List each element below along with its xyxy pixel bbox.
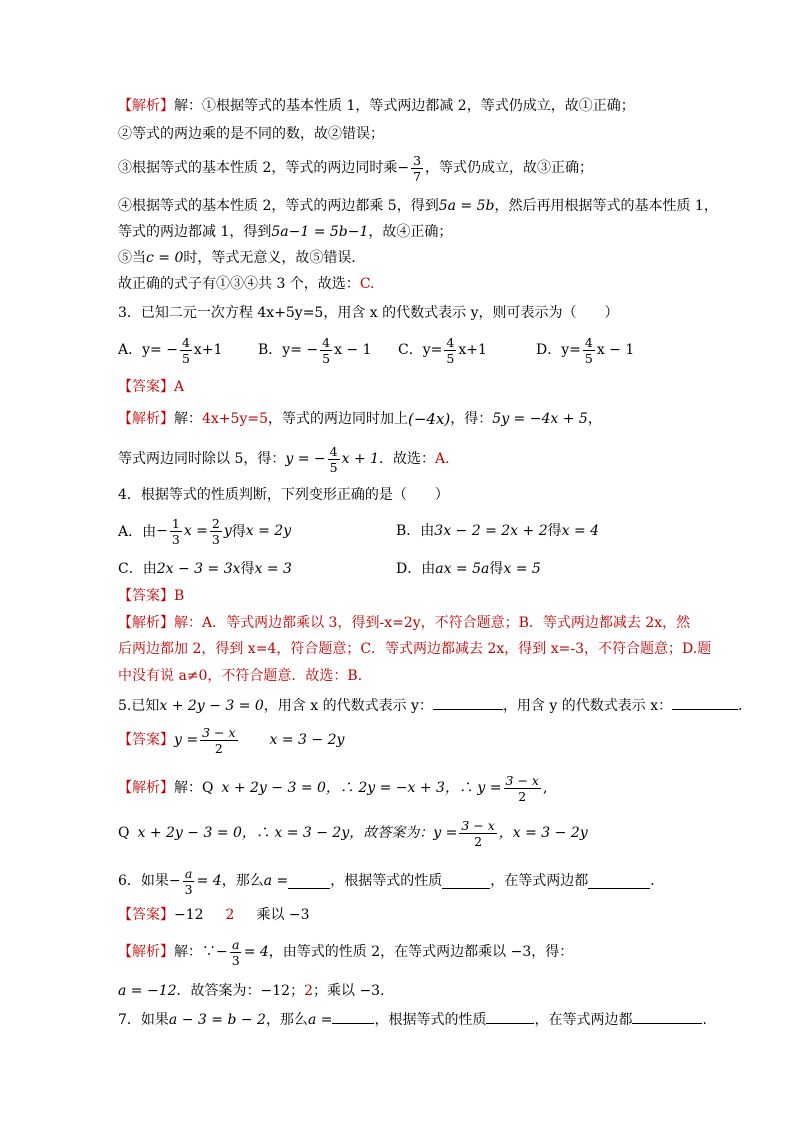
text: 故正确的式子有①③④共 3 个，故选： (118, 276, 360, 292)
p2-analysis-line-5 (118, 222, 452, 242)
answer-blank[interactable] (632, 1009, 702, 1024)
answer-blank[interactable] (442, 874, 490, 889)
q6-analysis-line-1: 【解析】 解：∵ − $\frac{a}{3}$ = 4 ，由等式的性质 2，在等式两边都乘以 −3，得： (118, 936, 574, 968)
q6-stem: 6．如果 − $\frac{a}{3}$ = 4 ，那么 a = ，根据等式的性质 ，在等式两边都 ． (118, 865, 665, 897)
p2-analysis-line-3: ③根据等式的基本性质 2，等式的两边同时乘 − $\frac{3}{7}$ ，等式仍成立，故③正确； (118, 152, 594, 184)
text: 时，等式无意义，故⑤错误． (183, 250, 366, 266)
text: 等式的两边都减 1，得到 (118, 224, 272, 240)
q3-option-d: D．y= $\frac{4}{5}$ x − 1 (536, 334, 635, 366)
q4-option-d: D．由ax = 5a得x = 5 (396, 561, 541, 577)
p2-analysis-line-1 (118, 96, 635, 116)
q4-analysis-line-1: 【解析】解：A．等式两边都乘以 3，得到-x=2y，不符合题意；B．等式两边都减去 2x，然 (118, 615, 691, 631)
answer-blank[interactable] (588, 874, 650, 889)
q4-answer: 【答案】B (118, 588, 185, 604)
math: 5a = 5b (438, 198, 495, 214)
text: ⑤当 (118, 250, 146, 266)
q4-option-b: B．由3x − 2 = 2x + 2得x = 4 (396, 523, 600, 539)
q5-analysis-line-1: 【解析】 解：Q x + 2y − 3 = 0 ，∴ 2y = −x + 3，∴ y = $\frac{3 - x}{2}$ , (118, 772, 548, 804)
answer-blank[interactable] (672, 695, 738, 710)
q3-answer: 【答案】A (118, 379, 185, 395)
text: 解：①根据等式的基本性质 1，等式两边都减 2，等式仍成立，故①正确； (174, 98, 635, 114)
text: ②等式的两边乘的是不同的数，故②错误； (118, 126, 384, 142)
q4-option-c: C．由2x − 3 = 3x得x = 3 (118, 561, 292, 577)
math: 5a−1 = 5b−1 (271, 224, 369, 240)
q3-option-b: B．y= − $\frac{4}{5}$ x − 1 (258, 334, 372, 366)
p2-analysis-line-7 (118, 274, 374, 294)
p2-analysis-line-2 (118, 124, 384, 144)
answer-choice: C. (359, 276, 375, 292)
q3-stem: 3．已知二元一次方程 4x+5y=5，用含 x 的代数式表示 y，则可表示为（ ） (118, 305, 619, 321)
q6-analysis-line-2: a = −12．故答案为：−12；2；乘以 −3． (118, 983, 395, 999)
q3-options (0, 333, 793, 367)
answer-blank[interactable] (332, 1009, 374, 1024)
text: ，等式仍成立，故③正确； (425, 160, 594, 176)
answer-blank[interactable] (288, 874, 330, 889)
q3-option-c: C．y= $\frac{4}{5}$ x+1 (398, 334, 487, 366)
analysis-tag: 【解析】 (118, 98, 174, 114)
q3-analysis-line-2: 等式两边同时除以 5，得： y = − $\frac{4}{5}$ x + 1 ．故选： A. (118, 443, 450, 475)
fraction: $\frac{3}{7}$ (413, 152, 422, 184)
answer-blank[interactable] (433, 695, 503, 710)
q4-option-a: A．由 − $\frac{1}{3}$ x = $\frac{2}{3}$ y 得 x = 2y (118, 515, 292, 547)
q5-stem: 5.已知x + 2y − 3 = 0，用含 x 的代数式表示 y： ，用含 y 的代数式表示 x： ． (118, 695, 752, 716)
q3-analysis-line-1: 【解析】 解： 4x+5y=5 ，等式的两边同时加上 (−4x) ，得： 5y = −4x + 5 ， (118, 410, 602, 428)
q4-analysis-line-2: 后两边都加 2，得到 x=4，符合题意；C．等式两边都减去 2x，得到 x=-3，不符合题意；D.题 (118, 641, 712, 657)
q5-analysis-line-2: Q x + 2y − 3 = 0 ，∴ x = 3 − 2y，故答案为： y = $\frac{3 - x}{2}$ ，x = 3 − 2y (118, 817, 588, 849)
q4-analysis-line-3: 中没有说 a≠0，不符合题意．故选：B． (118, 668, 372, 684)
answer-blank[interactable] (486, 1009, 534, 1024)
q3-option-a: A．y= − $\frac{4}{5}$ x+1 (118, 334, 223, 366)
q6-answer: 【答案】−12 2 乘以 −3 (118, 907, 310, 923)
q4-stem: 4．根据等式的性质判断，下列变形正确的是（ ） (118, 487, 449, 503)
text: ，故④正确； (368, 224, 453, 240)
p2-analysis-line-4 (118, 196, 718, 216)
text: ④根据等式的基本性质 2，等式的两边都乘 5，得到 (118, 198, 439, 214)
q5-answer: 【答案】 y = $\frac{3 - x}{2}$ x = 3 − 2y (118, 724, 345, 756)
p2-analysis-line-6 (118, 248, 365, 268)
text: ，然后再用根据等式的基本性质 1， (494, 198, 718, 214)
math: c = 0 (146, 250, 184, 266)
q7-stem: 7．如果a − 3 = b − 2，那么a = ，根据等式的性质 ，在等式两边都 ． (118, 1009, 716, 1030)
text: ③根据等式的基本性质 2，等式的两边同时乘 (118, 160, 398, 176)
